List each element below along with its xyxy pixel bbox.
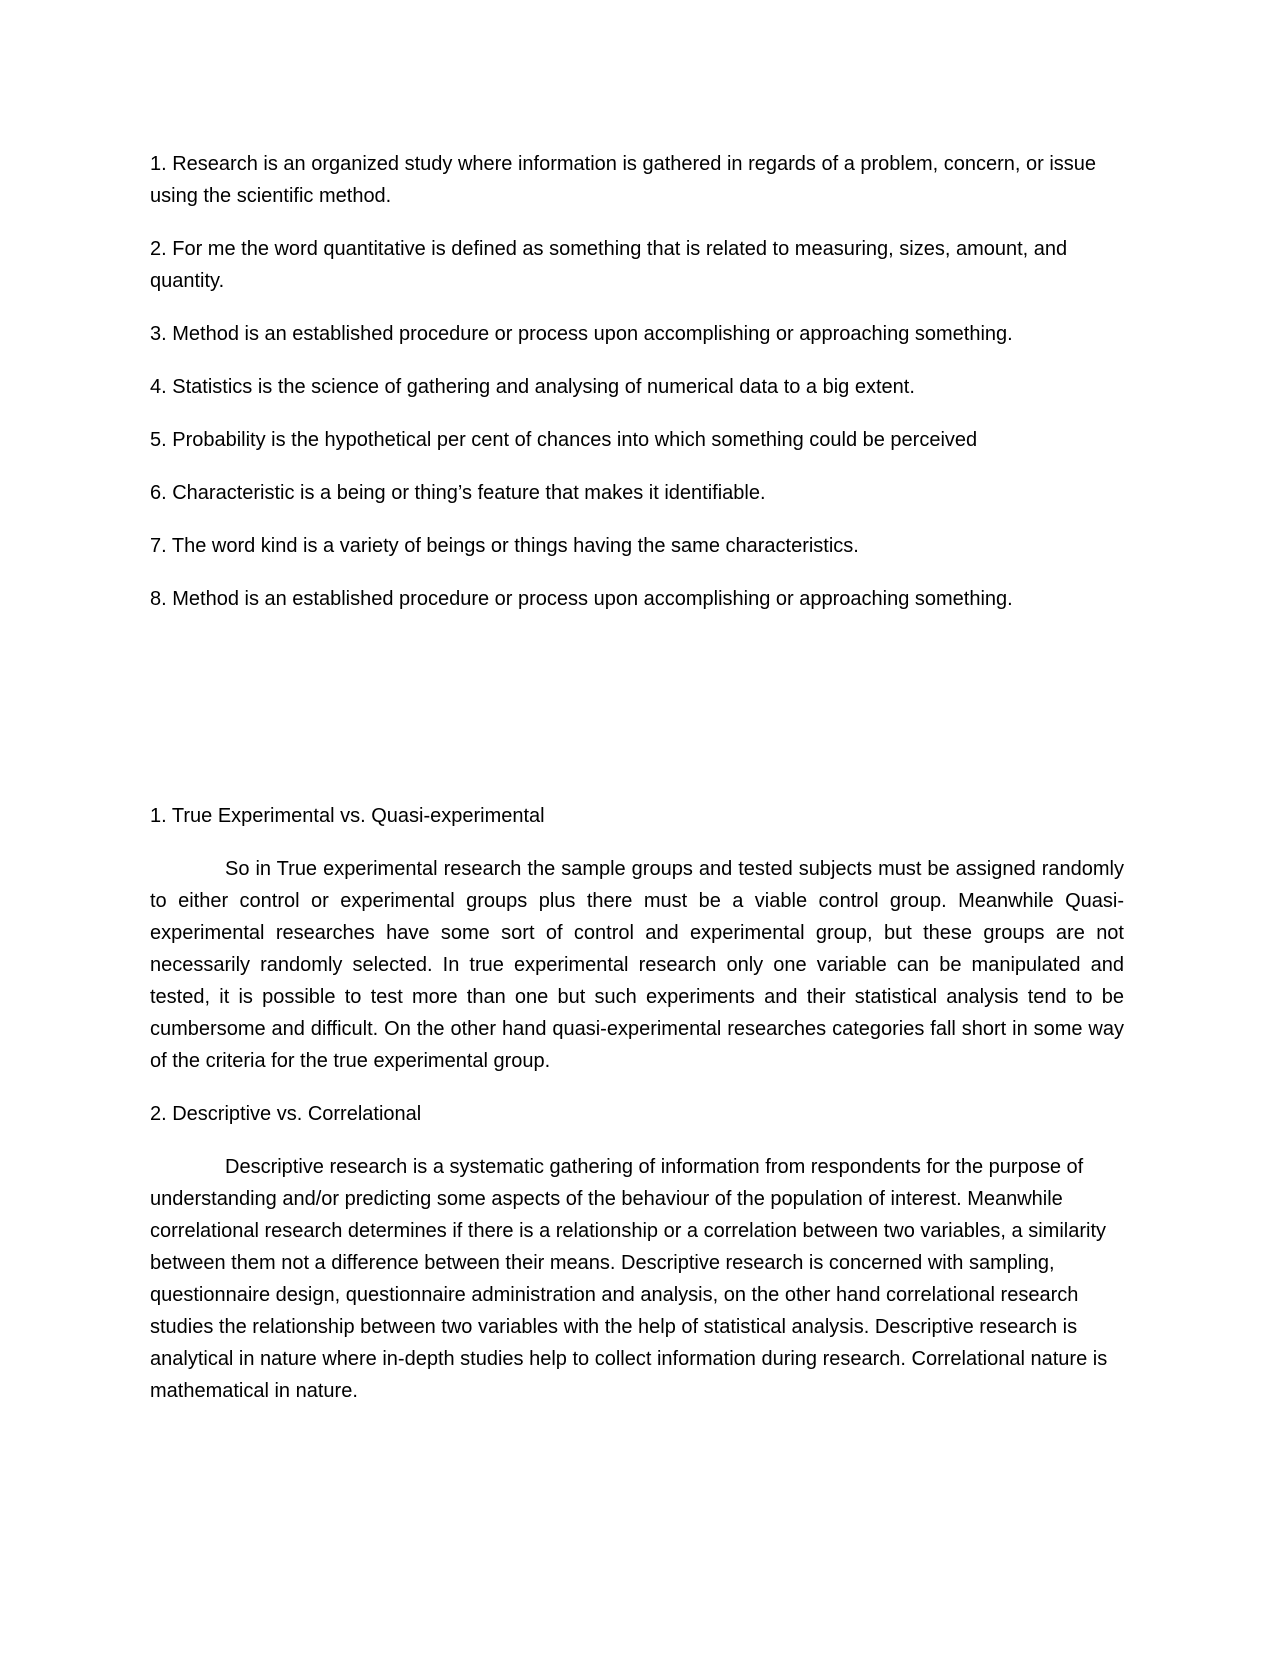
comparison-heading: 1. True Experimental vs. Quasi-experimental [150, 805, 545, 827]
definition-item: 7. The word kind is a variety of beings or things having the same characteristics. [150, 535, 859, 557]
definition-item: 6. Characteristic is a being or thing’s feature that makes it identifiable. [150, 482, 766, 504]
definition-item: 4. Statistics is the science of gathering and analysing of numerical data to a big extent. [150, 376, 915, 398]
definition-item: 1. Research is an organized study where information is gathered in regards of a problem, concern, or issue using the scientific method. [150, 153, 1097, 207]
comparison-heading: 2. Descriptive vs. Correlational [150, 1103, 422, 1125]
comparison-section [150, 1098, 1124, 1407]
definition-item: 5. Probability is the hypothetical per cent of chances into which something could be perceived [150, 429, 978, 451]
definition-item: 3. Method is an established procedure or process upon accomplishing or approaching something. [150, 323, 1013, 345]
comparison-paragraph: So in True experimental research the sample groups and tested subjects must be assigned randomly to either control or experimental groups plus there must be a viable control group. Meanwhile Quasi-experimental researches have some sort of control and experimental group, but these groups are not necessarily randomly selected. In true experimental research only one variable can be manipulated and tested, it is possible to test more than one but such experiments and their statistical analysis tend to be cumbersome and difficult. On the other hand quasi-experimental researches categories fall short in some way of the criteria for the true experimental group. [150, 858, 1124, 1072]
definition-item: 8. Method is an established procedure or process upon accomplishing or approaching something. [150, 588, 1013, 610]
definition-list [150, 148, 1124, 615]
comparison-paragraph: Descriptive research is a systematic gathering of information from respondents for the purpose of understanding and/or predicting some aspects of the behaviour of the population of interest. Meanwhile correlational research determines if there is a relationship or a correlation between two variables, a similarity between them not a difference between their means. Descriptive research is concerned with sampling, questionnaire design, questionnaire administration and analysis, on the other hand correlational research studies the relationship between two variables with the help of statistical analysis. Descriptive research is analytical in nature where in-depth studies help to collect information during research. Correlational nature is mathematical in nature. [150, 1156, 1108, 1402]
comparison-section [150, 800, 1124, 1077]
section-gap [150, 636, 1124, 800]
document-content [150, 148, 1124, 1428]
definition-item: 2. For me the word quantitative is defined as something that is related to measuring, sizes, amount, and quantity. [150, 238, 1068, 292]
